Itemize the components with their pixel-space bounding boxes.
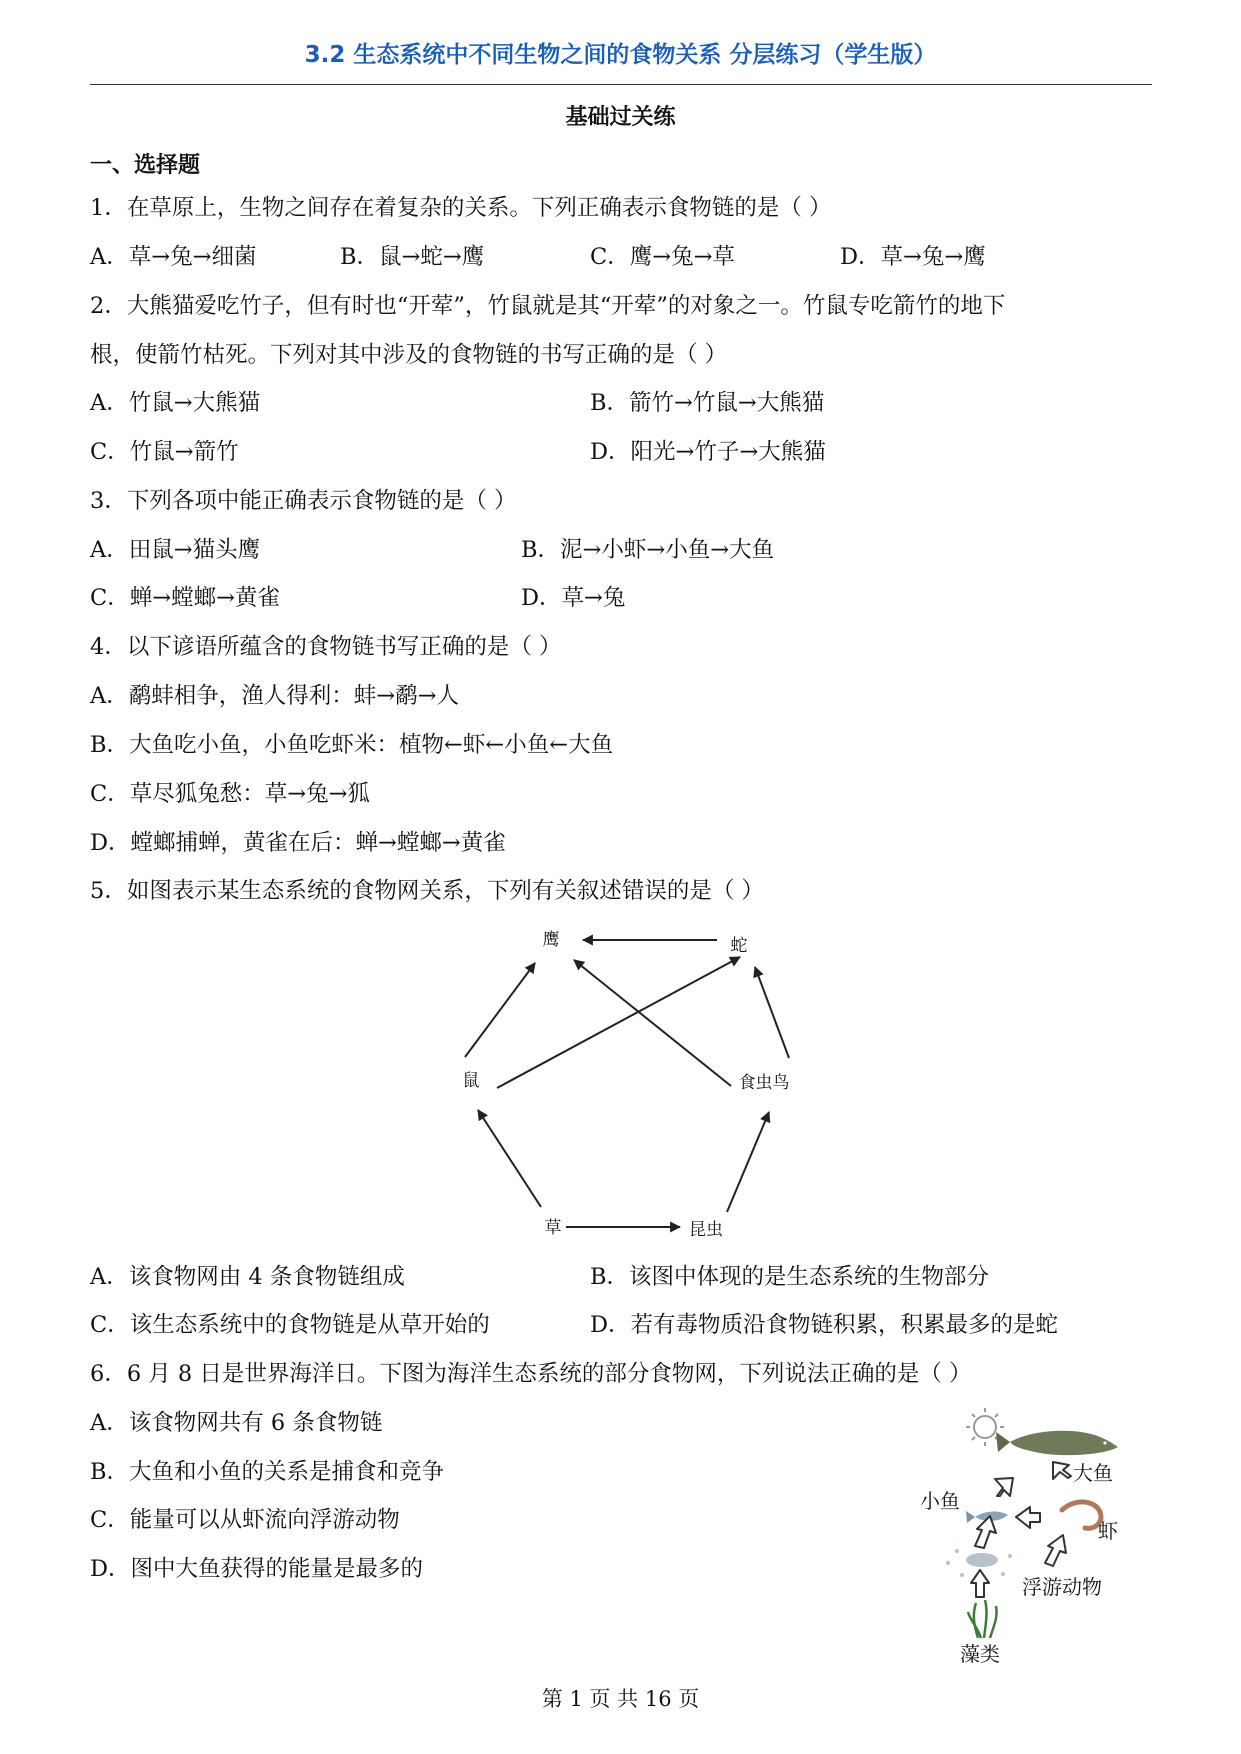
food-web-node-eagle: 鹰 — [542, 930, 560, 950]
question-3-option-d: D．草→兔 — [521, 585, 626, 611]
question-2-option-b: B．箭竹→竹鼠→大熊猫 — [590, 390, 825, 416]
part-title: 一、选择题 — [90, 153, 201, 178]
arrow-small-fish-to-big-fish — [995, 1478, 1013, 1496]
question-5-option-c: C．该生态系统中的食物链是从草开始的 — [90, 1312, 490, 1338]
marine-label-zooplankton: 浮游动物 — [1022, 1575, 1102, 1599]
section-title: 基础过关练 — [565, 105, 676, 130]
marine-label-big-fish: 大鱼 — [1073, 1461, 1113, 1485]
question-4-stem: 4．以下谚语所蕴含的食物链书写正确的是（ ） — [90, 634, 562, 660]
question-5-option-d: D．若有毒物质沿食物链积累，积累最多的是蛇 — [590, 1312, 1059, 1338]
arrow-zooplankton-to-shrimp — [1045, 1535, 1066, 1566]
question-1-option-a: A．草→兔→细菌 — [90, 244, 257, 270]
marine-label-algae: 藻类 — [960, 1642, 1000, 1666]
page-footer: 第 1 页 共 16 页 — [541, 1687, 700, 1711]
question-3-option-a: A．田鼠→猫头鹰 — [90, 537, 261, 563]
arrow-grass-to-mouse — [478, 1110, 541, 1207]
question-1-stem: 1．在草原上，生物之间存在着复杂的关系。下列正确表示食物链的是（ ） — [90, 195, 832, 221]
question-2-option-a: A．竹鼠→大熊猫 — [90, 390, 261, 416]
question-2-option-d: D．阳光→竹子→大熊猫 — [590, 439, 826, 465]
question-4-option-b: B．大鱼吃小鱼，小鱼吃虾米：植物←虾←小鱼←大鱼 — [90, 732, 614, 758]
food-web-node-mouse: 鼠 — [462, 1071, 480, 1091]
arrow-insect-to-bird — [727, 1112, 769, 1212]
question-3-option-c: C．蝉→螳螂→黄雀 — [90, 585, 280, 611]
question-3-stem: 3．下列各项中能正确表示食物链的是（ ） — [90, 488, 517, 514]
algae-icon — [968, 1600, 997, 1638]
question-1-option-b: B．鼠→蛇→鹰 — [340, 244, 485, 270]
question-6-stem: 6．6 月 8 日是世界海洋日。下图为海洋生态系统的部分食物网，下列说法正确的是（ ） — [90, 1361, 972, 1387]
question-2-stem-line-2: 根，使箭竹枯死。下列对其中涉及的食物链的书写正确的是（ ） — [90, 342, 728, 368]
question-1-option-d: D．草→兔→鹰 — [840, 244, 986, 270]
question-2-option-c: C．竹鼠→箭竹 — [90, 439, 239, 465]
question-6-option-b: B．大鱼和小鱼的关系是捕食和竞争 — [90, 1459, 445, 1485]
question-3-option-b: B．泥→小虾→小鱼→大鱼 — [521, 537, 775, 563]
question-6-option-d: D．图中大鱼获得的能量是最多的 — [90, 1556, 424, 1582]
question-5-option-a: A．该食物网由 4 条食物链组成 — [90, 1264, 405, 1290]
question-4-option-d: D．螳螂捕蝉，黄雀在后：蝉→螳螂→黄雀 — [90, 830, 506, 856]
question-6-option-c: C．能量可以从虾流向浮游动物 — [90, 1507, 400, 1533]
food-web-diagram — [440, 920, 800, 1240]
arrow-algae-to-zooplankton — [971, 1570, 989, 1597]
arrow-bird-to-eagle — [574, 960, 731, 1086]
food-web-node-insect: 昆虫 — [689, 1220, 723, 1240]
document-title: 3.2 生态系统中不同生物之间的食物关系 分层练习（学生版） — [304, 42, 937, 68]
question-4-option-a: A．鹬蚌相争，渔人得利：蚌→鹬→人 — [90, 683, 459, 709]
shrimp-icon — [1062, 1502, 1101, 1528]
marine-label-shrimp: 虾 — [1098, 1519, 1118, 1543]
question-6-option-a: A．该食物网共有 6 条食物链 — [90, 1410, 383, 1436]
food-web-node-bird: 食虫鸟 — [738, 1073, 790, 1093]
arrow-shrimp-to-big-fish — [1053, 1462, 1071, 1479]
question-4-option-c: C．草尽狐兔愁：草→兔→狐 — [90, 781, 370, 807]
header-divider — [90, 84, 1152, 85]
marine-label-small-fish: 小鱼 — [920, 1489, 960, 1513]
question-5-stem: 5．如图表示某生态系统的食物网关系，下列有关叙述错误的是（ ） — [90, 878, 764, 904]
arrow-mouse-to-snake — [497, 957, 740, 1088]
arrow-bird-to-snake — [755, 967, 789, 1058]
big-fish-icon — [996, 1431, 1118, 1455]
arrow-shrimp-to-small-fish — [1016, 1507, 1040, 1528]
question-5-option-b: B．该图中体现的是生态系统的生物部分 — [590, 1264, 990, 1290]
food-web-node-snake: 蛇 — [730, 936, 748, 956]
food-web-node-grass: 草 — [544, 1218, 562, 1238]
question-2-stem-line-1: 2．大熊猫爱吃竹子，但有时也“开荤”，竹鼠就是其“开荤”的对象之一。竹鼠专吃箭竹的地下 — [90, 293, 1006, 319]
arrow-mouse-to-eagle — [465, 963, 535, 1057]
marine-food-web-diagram — [920, 1395, 1150, 1670]
question-1-option-c: C．鹰→兔→草 — [590, 244, 735, 270]
